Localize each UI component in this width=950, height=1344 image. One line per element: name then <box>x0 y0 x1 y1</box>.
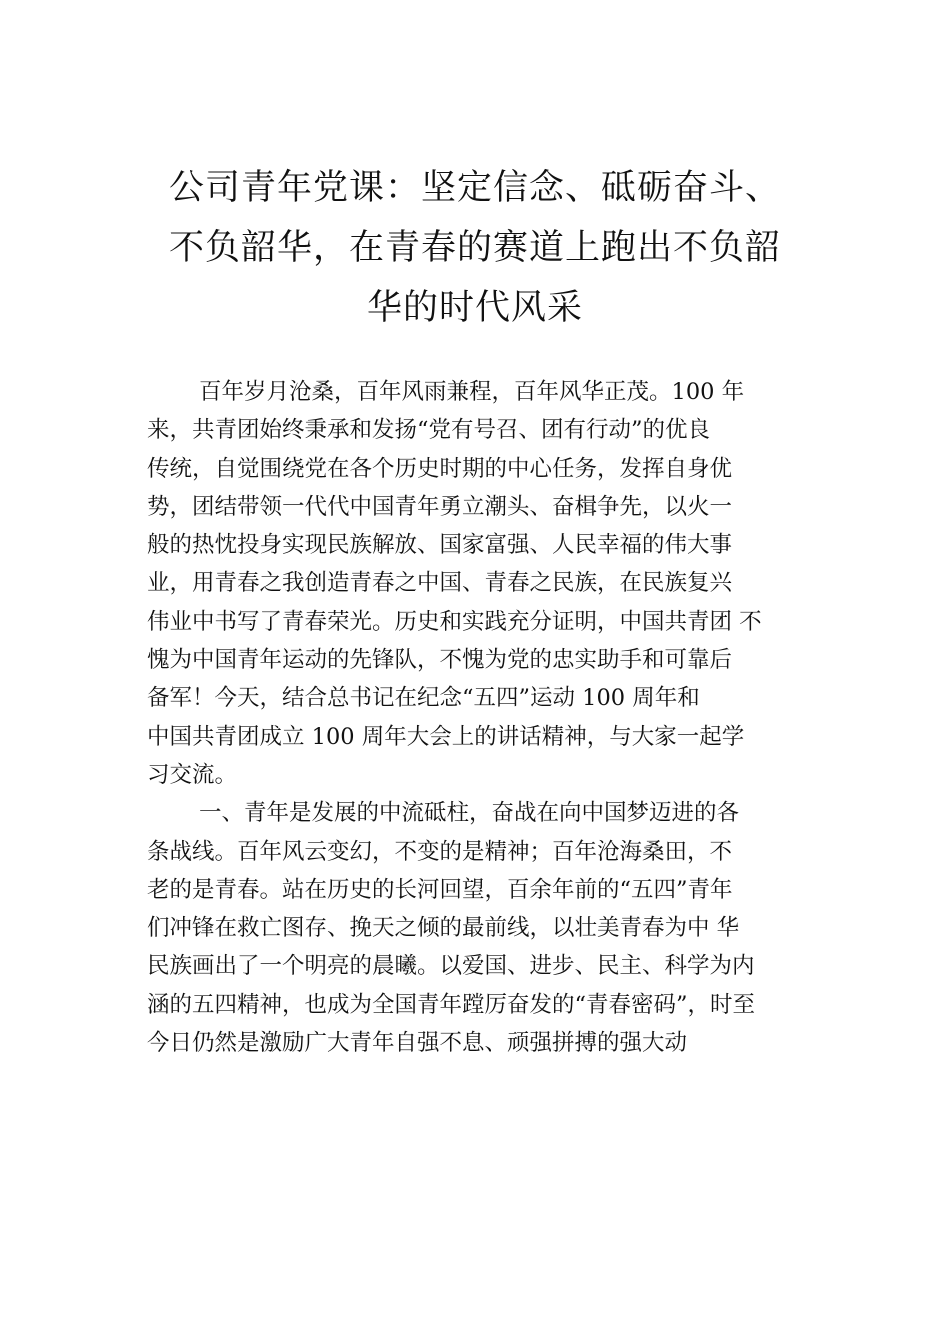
text-line: 来，共青团始终秉承和发扬“党有号召、团有行动”的优良 <box>147 417 711 444</box>
text-line: 中国共青团成立 100 周年大会上的讲话精神，与大家一起学 <box>147 723 745 750</box>
text-line: 愧为中国青年运动的先锋队，不愧为党的忠实助手和可靠后 <box>147 647 733 674</box>
text-line: 百年岁月沧桑，百年风雨兼程，百年风华正茂。100 年 <box>199 379 745 405</box>
text-line: 条战线。百年风云变幻，不变的是精神；百年沧海桑田，不 <box>147 838 733 865</box>
text-line: 们冲锋在救亡图存、挽天之倾的最前线，以壮美青春为中 华 <box>147 915 740 942</box>
paragraph-2 <box>147 794 827 1062</box>
title-line: 华的时代风采 <box>366 288 583 328</box>
text-line: 备军！今天，结合总书记在纪念“五四”运动 100 周年和 <box>147 685 700 712</box>
text-line: 民族画出了一个明亮的晨曦。以爱国、进步、民主、科学为内 <box>147 953 755 980</box>
text-line: 老的是青春。站在历史的长河回望，百余年前的“五四”青年 <box>147 876 733 903</box>
document-body <box>147 373 827 1062</box>
text-line: 伟业中书写了青春荣光。历史和实践充分证明，中国共青团 不 <box>147 608 762 635</box>
document-title <box>140 158 810 338</box>
text-line: 势，团结带领一代代中国青年勇立潮头、奋楫争先，以火一 <box>147 493 733 520</box>
text-line: 今日仍然是激励广大青年自强不息、顽强拼搏的强大动 <box>147 1030 688 1057</box>
text-line: 般的热忱投身实现民族解放、国家富强、人民幸福的伟大事 <box>147 532 733 559</box>
paragraph-1 <box>147 373 827 794</box>
text-line: 习交流。 <box>147 761 238 788</box>
text-line: 传统，自觉围绕党在各个历史时期的中心任务，发挥自身优 <box>147 455 733 482</box>
title-line: 不负韶华，在青春的赛道上跑出不负韶 <box>168 228 781 268</box>
text-line: 涵的五四精神，也成为全国青年蹚厉奋发的“青春密码”，时至 <box>147 991 756 1018</box>
text-line: 一、青年是发展的中流砥柱，奋战在向中国梦迈进的各 <box>199 800 740 827</box>
text-line: 业，用青春之我创造青春之中国、青春之民族，在民族复兴 <box>147 570 733 597</box>
title-line: 公司青年党课：坚定信念、砥砺奋斗、 <box>168 168 781 208</box>
